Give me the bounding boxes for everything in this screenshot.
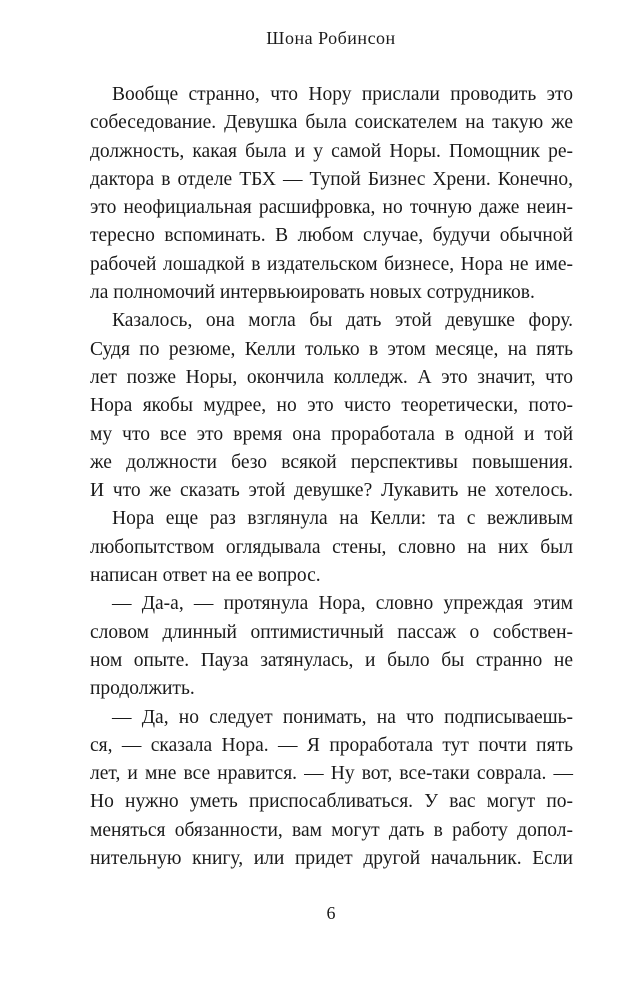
text-line: ся, — сказала Нора. — Я проработала тут почти пять: [90, 734, 573, 756]
text-line: Вообще странно, что Нору прислали проводить это: [112, 84, 573, 105]
text-line: любопытством оглядывала стены, словно на них был: [90, 536, 573, 558]
text-line: должность, какая была и у самой Норы. Помощник ре-: [90, 140, 573, 162]
paragraph: [90, 307, 573, 505]
running-header: Шона Робинсон: [266, 28, 396, 48]
text-line: лет, и мне все нравится. — Ну вот, все-таки соврала. —: [90, 763, 573, 785]
text-line: Судя по резюме, Келли только в этом месяце, на пять: [90, 338, 573, 360]
text-line: — Да-а, — протянула Нора, словно упреждая этим: [112, 593, 573, 615]
text-line: И что же сказать этой девушке? Лукавить не хотелось.: [90, 480, 573, 502]
text-line: собеседование. Девушка была соискателем на такую же: [90, 112, 573, 134]
text-line: рабочей лошадкой в издательском бизнесе, Нора не име-: [90, 253, 573, 275]
text-line: меняться обязанности, вам могут дать в работу допол-: [90, 819, 573, 841]
text-line: ла полномочий интервьюировать новых сотрудников.: [90, 282, 535, 304]
text-line: лет позже Норы, окончила колледж. А это значит, что: [90, 366, 573, 388]
text-line: нительную книгу, или придет другой начальник. Если: [90, 848, 573, 870]
body-text: [90, 81, 573, 873]
text-line: Нора еще раз взглянула на Келли: та с вежливым: [112, 508, 573, 530]
text-line: продолжить.: [90, 678, 195, 700]
text-line: Нора якобы мудрее, но это чисто теоретически, пото-: [90, 395, 573, 417]
paragraph: [90, 704, 573, 874]
paragraph: [90, 81, 573, 307]
text-line: — Да, но следует понимать, на что подписываешь-: [112, 706, 573, 728]
text-line: Но нужно уметь приспосабливаться. У вас могут по-: [90, 791, 573, 813]
paragraph: [90, 505, 573, 590]
text-line: дактора в отделе ТБХ — Тупой Бизнес Хрени. Конечно,: [90, 168, 573, 190]
text-line: же должности безо всякой перспективы повышения.: [90, 451, 573, 473]
page-number: 6: [326, 903, 336, 923]
text-line: му что все это время она проработала в одной и той: [90, 423, 573, 445]
text-line: тересно вспоминать. В любом случае, будучи обычной: [90, 225, 573, 247]
text-line: написан ответ на ее вопрос.: [90, 565, 321, 587]
text-line: ном опыте. Пауза затянулась, и было бы странно не: [90, 649, 573, 671]
text-line: это неофициальная расшифровка, но точную даже неин-: [90, 197, 573, 219]
paragraph: [90, 590, 573, 703]
text-line: словом длинный оптимистичный пассаж о собствен-: [90, 621, 573, 643]
text-line: Казалось, она могла бы дать этой девушке фору.: [112, 310, 573, 332]
